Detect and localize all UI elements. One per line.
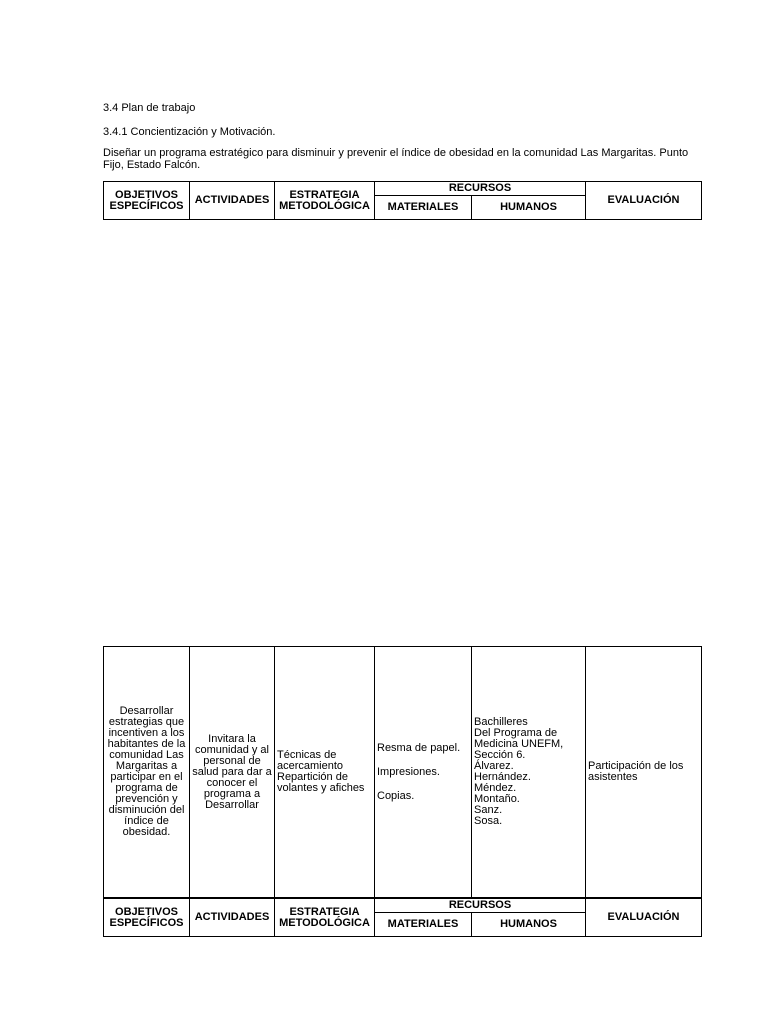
humanos-item: Álvarez.: [474, 760, 514, 772]
header-estrategia: ESTRATEGIA METODOLÓGICA: [275, 899, 375, 937]
header-humanos: HUMANOS: [472, 913, 586, 937]
humanos-list: [474, 717, 583, 827]
cell-humanos: [472, 647, 586, 898]
section-title: 3.4 Plan de trabajo: [103, 102, 196, 114]
humanos-item: Sanz.: [474, 804, 503, 816]
cell-estrategia: Técnicas de acercamiento Repartición de volantes y afiches: [275, 647, 375, 898]
humanos-item: Hernández.: [474, 771, 531, 783]
materiales-list: [377, 743, 469, 802]
header-objetivos: OBJETIVOS ESPECÍFICOS: [104, 899, 190, 937]
cell-objetivo: Desarrollar estrategias que incentiven a los habitantes de la comunidad Las Margaritas a participar en el programa de prevención y disminución del índice de obesidad.: [104, 647, 190, 898]
header-recursos: RECURSOS: [375, 899, 586, 913]
humanos-item: Del Programa de Medicina UNEFM,: [474, 727, 564, 750]
plan-header-table-repeat: [103, 898, 702, 937]
humanos-item: Méndez.: [474, 782, 517, 794]
header-materiales: MATERIALES: [375, 913, 472, 937]
subsection-title: 3.4.1 Concientización y Motivación.: [103, 126, 276, 138]
header-estrategia: ESTRATEGIA METODOLÓGICA: [275, 182, 375, 220]
materiales-item: Resma de papel.: [377, 741, 461, 754]
materiales-item: Impresiones.: [377, 765, 440, 778]
cell-evaluacion: Participación de los asistentes: [586, 647, 702, 898]
materiales-item: Copias.: [377, 789, 415, 802]
header-evaluacion: EVALUACIÓN: [586, 899, 702, 937]
header-objetivos: OBJETIVOS ESPECÍFICOS: [104, 182, 190, 220]
humanos-item: Montaño.: [474, 793, 520, 805]
general-objective: Diseñar un programa estratégico para disminuir y prevenir el índice de obesidad en la comunidad Las Margaritas. Punto Fijo, Estado Falcón.: [103, 147, 689, 171]
header-actividades: ACTIVIDADES: [190, 899, 275, 937]
cell-actividad: Invitara la comunidad y al personal de salud para dar a conocer el programa a Desarrollar: [190, 647, 275, 898]
humanos-item: Sección 6.: [474, 749, 526, 761]
plan-body-table: [103, 646, 702, 898]
header-humanos: HUMANOS: [472, 196, 586, 220]
cell-materiales: [375, 647, 472, 898]
humanos-item: Sosa.: [474, 815, 503, 827]
header-actividades: ACTIVIDADES: [190, 182, 275, 220]
header-materiales: MATERIALES: [375, 196, 472, 220]
plan-header-table: [103, 181, 702, 220]
header-evaluacion: EVALUACIÓN: [586, 182, 702, 220]
header-recursos: RECURSOS: [375, 182, 586, 196]
humanos-item: Bachilleres: [474, 716, 528, 728]
